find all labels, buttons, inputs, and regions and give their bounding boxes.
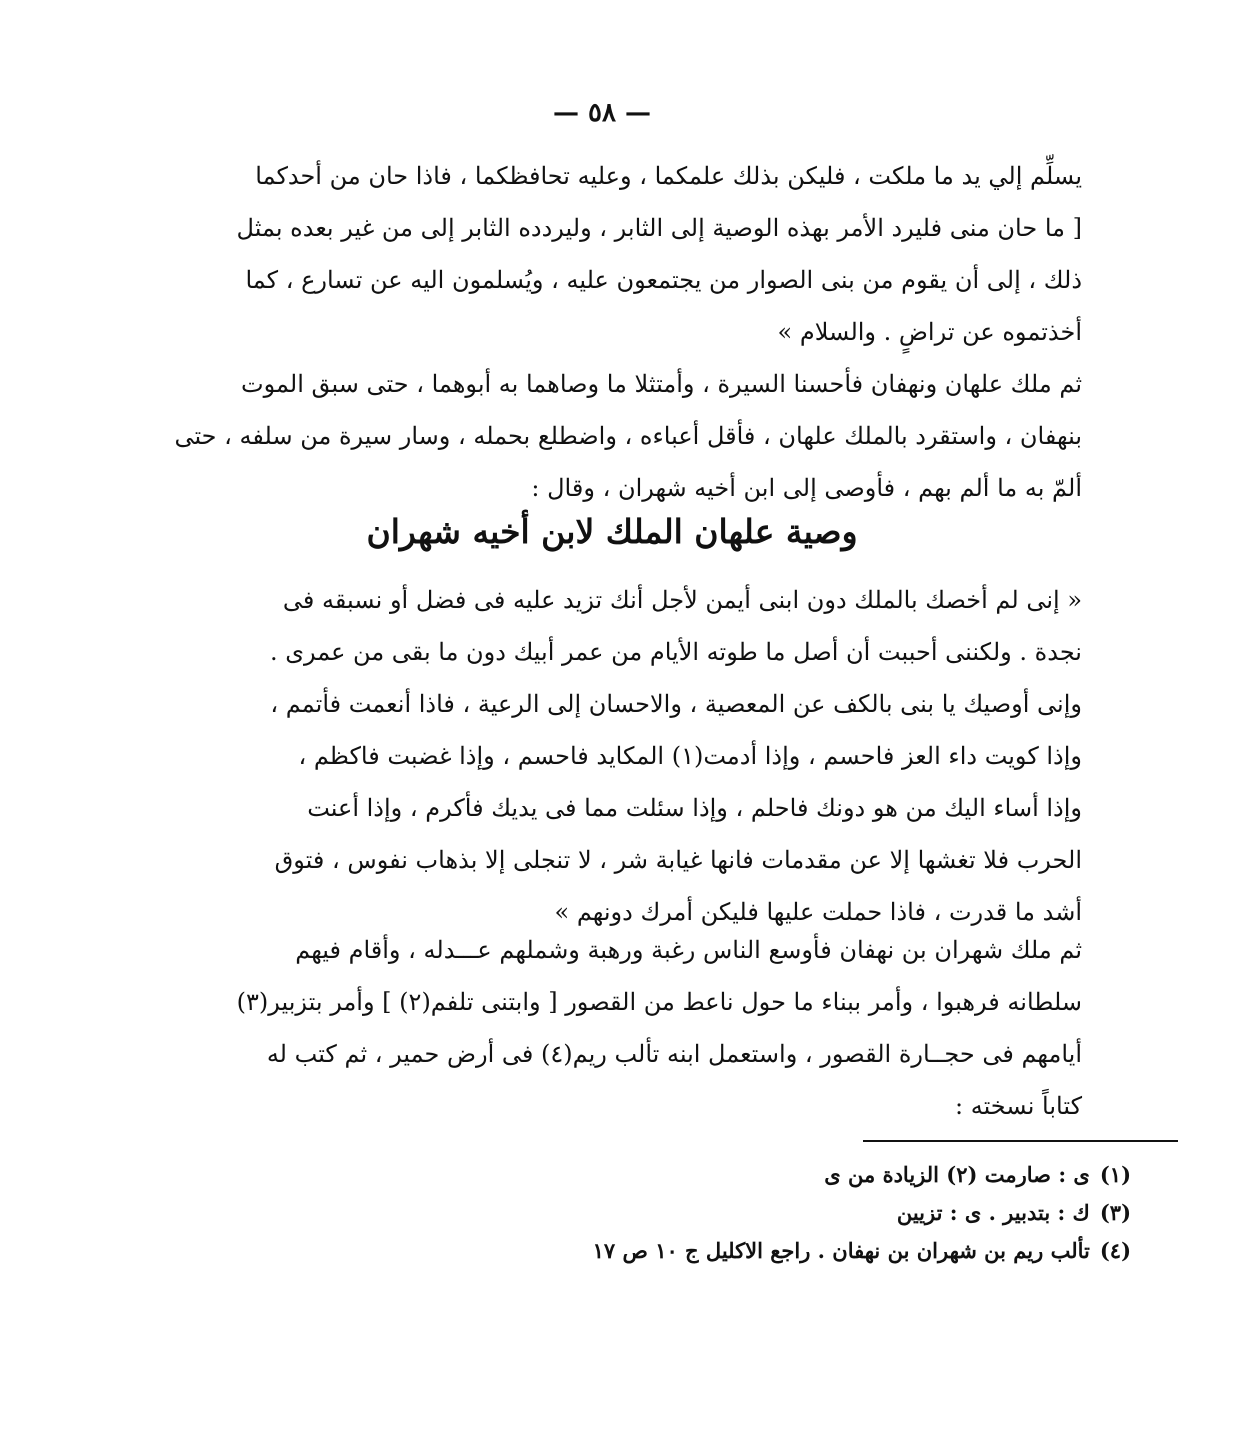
text-line: ذلك ، إلى أن يقوم من بنى الصوار من يجتمعون عليه ، ويُسلمون اليه عن تسارع ، كما [245, 266, 1082, 294]
footnote-number: (٣) [1099, 1200, 1131, 1225]
text-line: أشد ما قدرت ، فاذا حملت عليها فليكن أمرك دونهم » [554, 898, 1082, 926]
footnote-item [511, 1232, 1131, 1270]
footnote-divider [863, 1140, 1178, 1142]
section-heading: وصية علهان الملك لابن أخيه شهران [366, 512, 858, 551]
footnote-item [511, 1156, 1131, 1194]
text-line: كتاباً نسخته : [954, 1092, 1082, 1120]
page-number: — ٥٨ — [552, 98, 652, 128]
footnotes [511, 1156, 1131, 1270]
text-line: سلطانه فرهبوا ، وأمر ببناء ما حول ناعط من القصور [ وابتنى تلفم(٢) ] وأمر بتزبير(٣) [236, 988, 1082, 1016]
text-line: وإذا كويت داء العز فاحسم ، وإذا أدمت(١) المكايد فاحسم ، وإذا غضبت فاكظم ، [298, 742, 1082, 770]
text-line: وإنى أوصيك يا بنى بالكف عن المعصية ، والاحسان إلى الرعية ، فاذا أنعمت فأتمم ، [270, 690, 1082, 718]
paragraph-3 [269, 574, 1082, 938]
text-line: [ ما حان منى فليرد الأمر بهذه الوصية إلى الثابر ، وليردده الثابر إلى من غير بعده بمثل [236, 214, 1082, 242]
footnote-item [511, 1194, 1131, 1232]
text-line: ثم ملك علهان ونهفان فأحسنا السيرة ، وأمتثلا ما وصاهما به أبوهما ، حتى سبق الموت [241, 370, 1082, 398]
footnote-text: ى : صارمت (٢) الزيادة من ى [824, 1162, 1090, 1187]
document-page [40, 0, 1244, 1437]
text-line: الحرب فلا تغشها إلا عن مقدمات فانها غيابة شر ، لا تنجلى إلا بذهاب نفوس ، فتوق [274, 846, 1082, 874]
text-line: نجدة . ولكننى أحببت أن أصل ما طوته الأيام من عمر أبيك دون ما بقى من عمرى . [269, 638, 1082, 666]
text-line: ألمّ به ما ألم بهم ، فأوصى إلى ابن أخيه شهران ، وقال : [531, 474, 1082, 502]
footnote-text: تألب ريم بن شهران بن نهفان . راجع الاكليل ج ١٠ ص ١٧ [592, 1238, 1090, 1263]
footnote-text: ك : بتدبير . ى : تزيين [896, 1200, 1090, 1225]
text-line: ثم ملك شهران بن نهفان فأوسع الناس رغبة ورهبة وشملهم عـــدله ، وأقام فيهم [295, 936, 1082, 964]
text-line: « إنى لم أخصك بالملك دون ابنى أيمن لأجل أنك تزيد عليه فى فضل أو نسبقه فى [282, 586, 1082, 614]
text-line: وإذا أساء اليك من هو دونك فاحلم ، وإذا سئلت مما فى يديك فأكرم ، وإذا أعنت [307, 794, 1082, 822]
paragraph-2 [174, 358, 1082, 514]
paragraph-4 [236, 924, 1082, 1132]
text-line: أخذتموه عن تراضٍ . والسلام » [777, 318, 1082, 346]
text-line: أيامهم فى حجــارة القصور ، واستعمل ابنه تألب ريم(٤) فى أرض حمير ، ثم كتب له [266, 1040, 1082, 1068]
footnote-number: (١) [1099, 1162, 1131, 1187]
text-line: يسلِّم إلي يد ما ملكت ، فليكن بذلك علمكما ، وعليه تحافظكما ، فاذا حان من أحدكما [255, 162, 1082, 190]
paragraph-1 [236, 150, 1082, 358]
text-line: بنهفان ، واستقرد بالملك علهان ، فأقل أعباءه ، واضطلع بحمله ، وسار سيرة من سلفه ، حتى [174, 422, 1082, 450]
footnote-number: (٤) [1099, 1238, 1131, 1263]
